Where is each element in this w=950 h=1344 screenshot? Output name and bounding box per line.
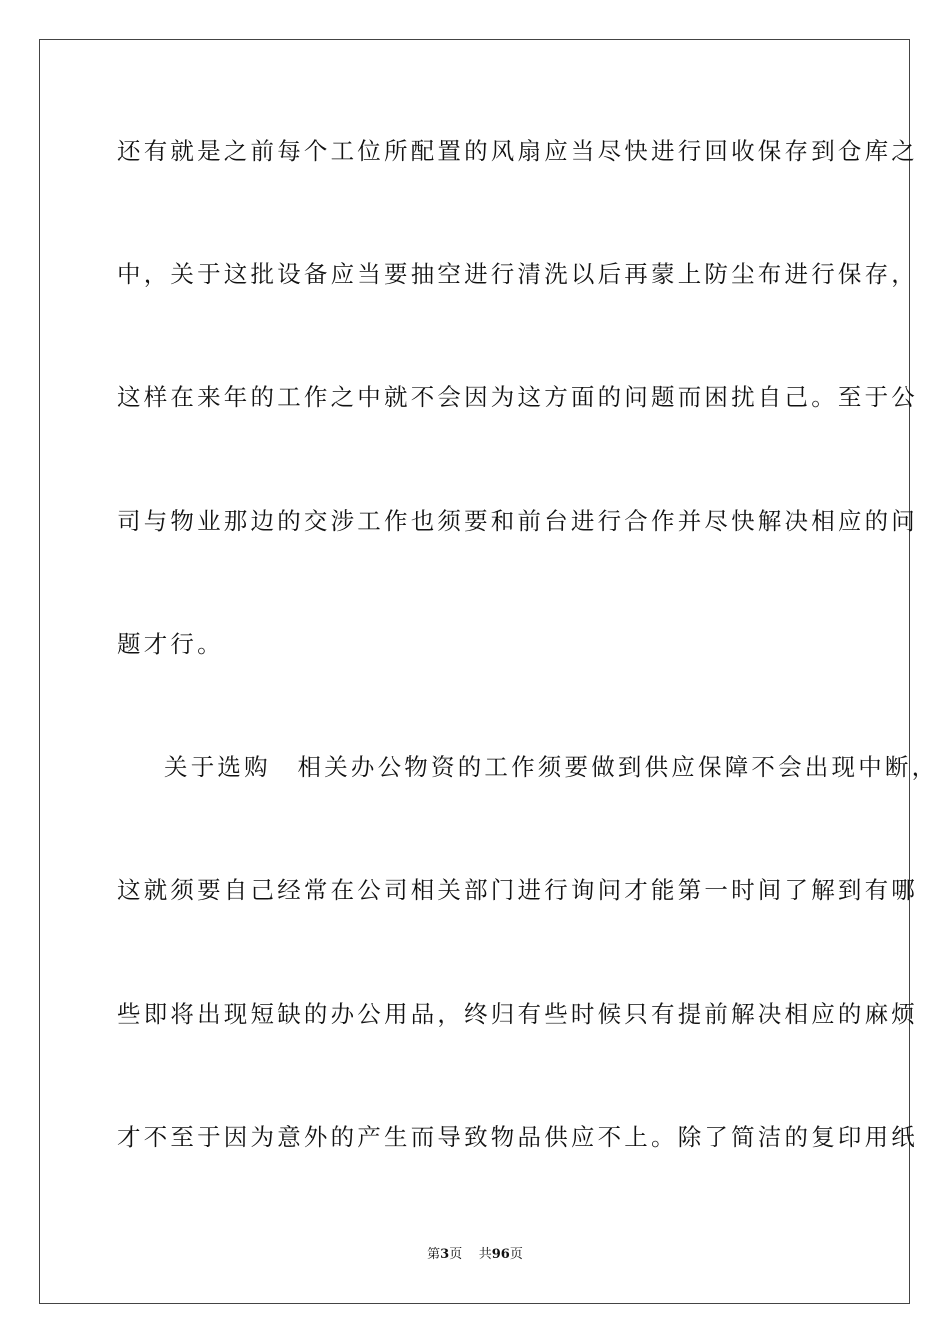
footer-page-number: 3 [440, 1247, 450, 1262]
footer-page-suffix: 页 [449, 1247, 463, 1262]
page-border [39, 39, 939, 1304]
body-text-line-2: 中，关于这批设备应当要抽空进行清洗以后再蒙上防尘布进行保存， [117, 260, 918, 288]
body-text-line-6: 关于选购 相关办公物资的工作须要做到供应保障不会出现中断， [164, 753, 939, 781]
body-text-line-5: 题才行。 [117, 630, 224, 658]
body-text-line-4: 司与物业那边的交涉工作也须要和前台进行合作并尽快解决相应的问 [117, 507, 918, 535]
body-text-line-7: 这就须要自己经常在公司相关部门进行询问才能第一时间了解到有哪 [117, 876, 918, 904]
body-text-line-9: 才不至于因为意外的产生而导致物品供应不上。除了简洁的复印用纸 [117, 1123, 918, 1151]
page-footer [0, 1246, 950, 1264]
footer-total-suffix: 页 [509, 1247, 523, 1262]
body-text-line-8: 些即将出现短缺的办公用品，终归有些时候只有提前解决相应的麻烦 [117, 1000, 918, 1028]
footer-total-prefix: 共 [478, 1247, 492, 1262]
body-text-line-3: 这样在来年的工作之中就不会因为这方面的问题而困扰自己。至于公 [117, 383, 918, 411]
footer-page-prefix: 第 [427, 1247, 441, 1262]
body-text-line-1: 还有就是之前每个工位所配置的风扇应当尽快进行回收保存到仓库之 [117, 137, 918, 165]
footer-total-pages: 96 [491, 1247, 510, 1262]
